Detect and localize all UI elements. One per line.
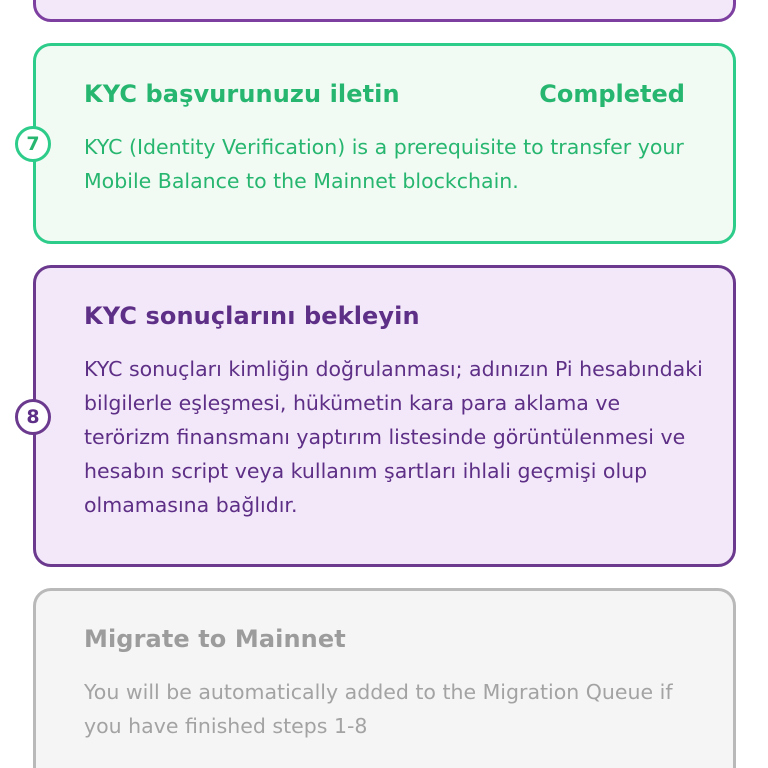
status-badge: Completed	[539, 80, 685, 108]
step-number-badge: 7	[15, 126, 51, 162]
step-description: You will be automatically added to the Migration Queue if you have finished steps 1-8	[84, 680, 673, 738]
step-description: KYC (Identity Verification) is a prerequisite to transfer your Mobile Balance to the Mainnet blockchain.	[84, 135, 684, 193]
step-card-9[interactable]	[33, 588, 736, 768]
step-header	[84, 625, 685, 653]
step-header	[84, 302, 685, 330]
step-title: Migrate to Mainnet	[84, 625, 346, 653]
step-header	[84, 80, 685, 108]
previous-step-card	[33, 0, 736, 22]
step-title: KYC sonuçlarını bekleyin	[84, 302, 420, 330]
step-number-badge: 8	[15, 399, 51, 435]
step-card-7[interactable]	[26, 43, 736, 244]
step-title: KYC başvurunuzu iletin	[84, 80, 400, 108]
step-description: KYC sonuçları kimliğin doğrulanması; adınızın Pi hesabındaki bilgilerle eşleşmesi, hükümetin kara para aklama ve terörizm finansmanı yaptırım listesinde görüntülenmesi ve hesabın script veya kullanım şartları ihlali geçmişi olup olmamasına bağlıdır.	[84, 357, 703, 517]
step-card-8[interactable]	[26, 265, 736, 567]
